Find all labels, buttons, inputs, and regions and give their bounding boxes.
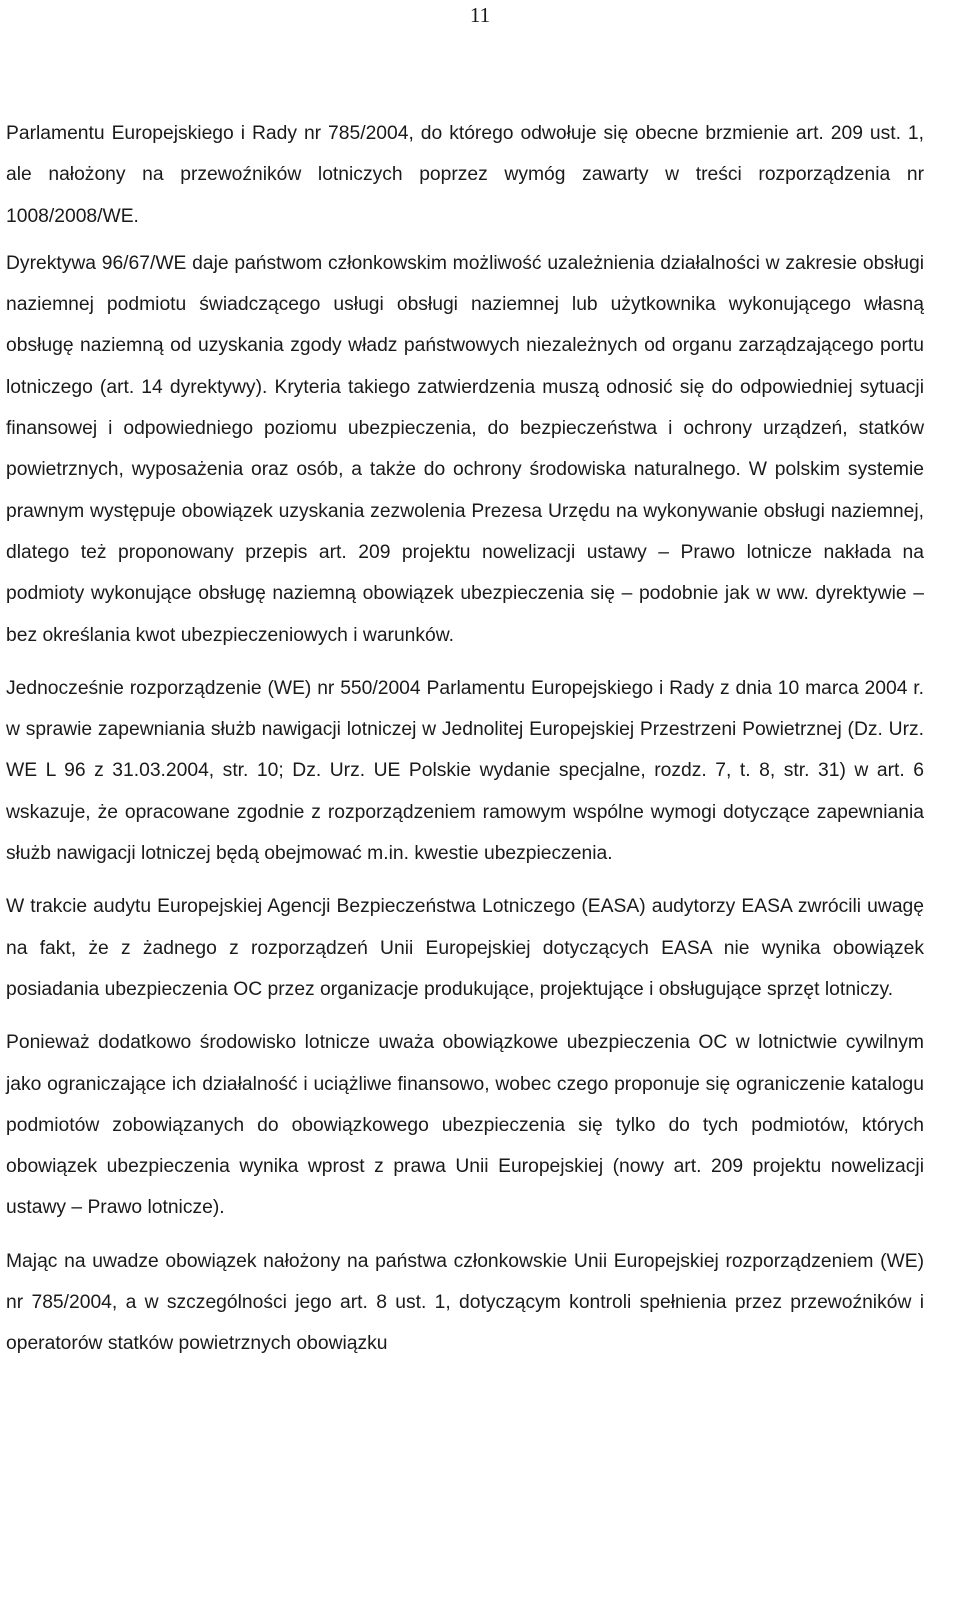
paragraph-regulation-550-2004: Jednocześnie rozporządzenie (WE) nr 550/2004 Parlamentu Europejskiego i Rady z dnia 10 marca 2004 r. w sprawie zapewniania służb nawigacji lotniczej w Jednolitej Europejskiej Przestrzeni Powietrznej (Dz. Urz. WE L 96 z 31.03.2004, str. 10; Dz. Urz. UE Polskie wydanie specjalne, rozdz. 7, t. 8, str. 31) w art. 6 wskazuje, że opracowane zgodnie z rozporządzeniem ramowym wspólne wymogi dotyczące zapewniania służb nawigacji lotniczej będą obejmować m.in. kwestie ubezpieczenia.: [6, 677, 924, 865]
page-number: 11: [469, 3, 491, 27]
paragraph-directive-96-67: Dyrektywa 96/67/WE daje państwom członkowskim możliwość uzależnienia działalności w zakresie obsługi naziemnej podmiotu świadczącego usługi obsługi naziemnej lub użytkownika wykonującego własną obsługę naziemną od uzyskania zgody władz państwowych niezależnych od organu zarządzającego portu lotniczego (art. 14 dyrektywy). Kryteria takiego zatwierdzenia muszą odnosić się do odpowiedniej sytuacji finansowej i odpowiedniego poziomu ubezpieczenia, do bezpieczeństwa i ochrony urządzeń, statków powietrznych, wyposażenia oraz osób, a także do ochrony środowiska naturalnego. W polskim systemie prawnym występuje obowiązek uzyskania zezwolenia Prezesa Urzędu na wykonywanie obsługi naziemnej, dlatego też proponowany przepis art. 209 projektu nowelizacji ustawy – Prawo lotnicze nakłada na podmioty wykonujące obsługę naziemną obowiązek ubezpieczenia się – podobnie jak w ww. dyrektywie – bez określania kwot ubezpieczeniowych i warunków.: [6, 252, 924, 646]
paragraph-easa-audit: W trakcie audytu Europejskiej Agencji Bezpieczeństwa Lotniczego (EASA) audytorzy EASA zwrócili uwagę na fakt, że z żadnego z rozporządzeń Unii Europejskiej dotyczących EASA nie wynika obowiązek posiadania ubezpieczenia OC przez organizacje produkujące, projektujące i obsługujące sprzęt lotniczy.: [6, 896, 924, 1000]
document-body: [6, 113, 924, 1377]
paragraph-regulation-785-2004: Mając na uwadze obowiązek nałożony na państwa członkowskie Unii Europejskiej rozporządzeniem (WE) nr 785/2004, a w szczególności jego art. 8 ust. 1, dotyczącym kontroli spełnienia przez przewoźników i operatorów statków powietrznych obowiązku: [6, 1250, 924, 1355]
paragraph-continuation: Parlamentu Europejskiego i Rady nr 785/2004, do którego odwołuje się obecne brzmienie art. 209 ust. 1, ale nałożony na przewoźników lotniczych poprzez wymóg zawarty w treści rozporządzenia nr 1008/2008/WE.: [6, 123, 924, 227]
paragraph-insurance-limitation: Ponieważ dodatkowo środowisko lotnicze uważa obowiązkowe ubezpieczenia OC w lotnictwie cywilnym jako ograniczające ich działalność i uciążliwe finansowo, wobec czego proponuje się ograniczenie katalogu podmiotów zobowiązanych do obowiązkowego ubezpieczenia się tylko do tych podmiotów, których obowiązek ubezpieczenia wynika wprost z prawa Unii Europejskiej (nowy art. 209 projektu nowelizacji ustawy – Prawo lotnicze).: [6, 1032, 924, 1219]
